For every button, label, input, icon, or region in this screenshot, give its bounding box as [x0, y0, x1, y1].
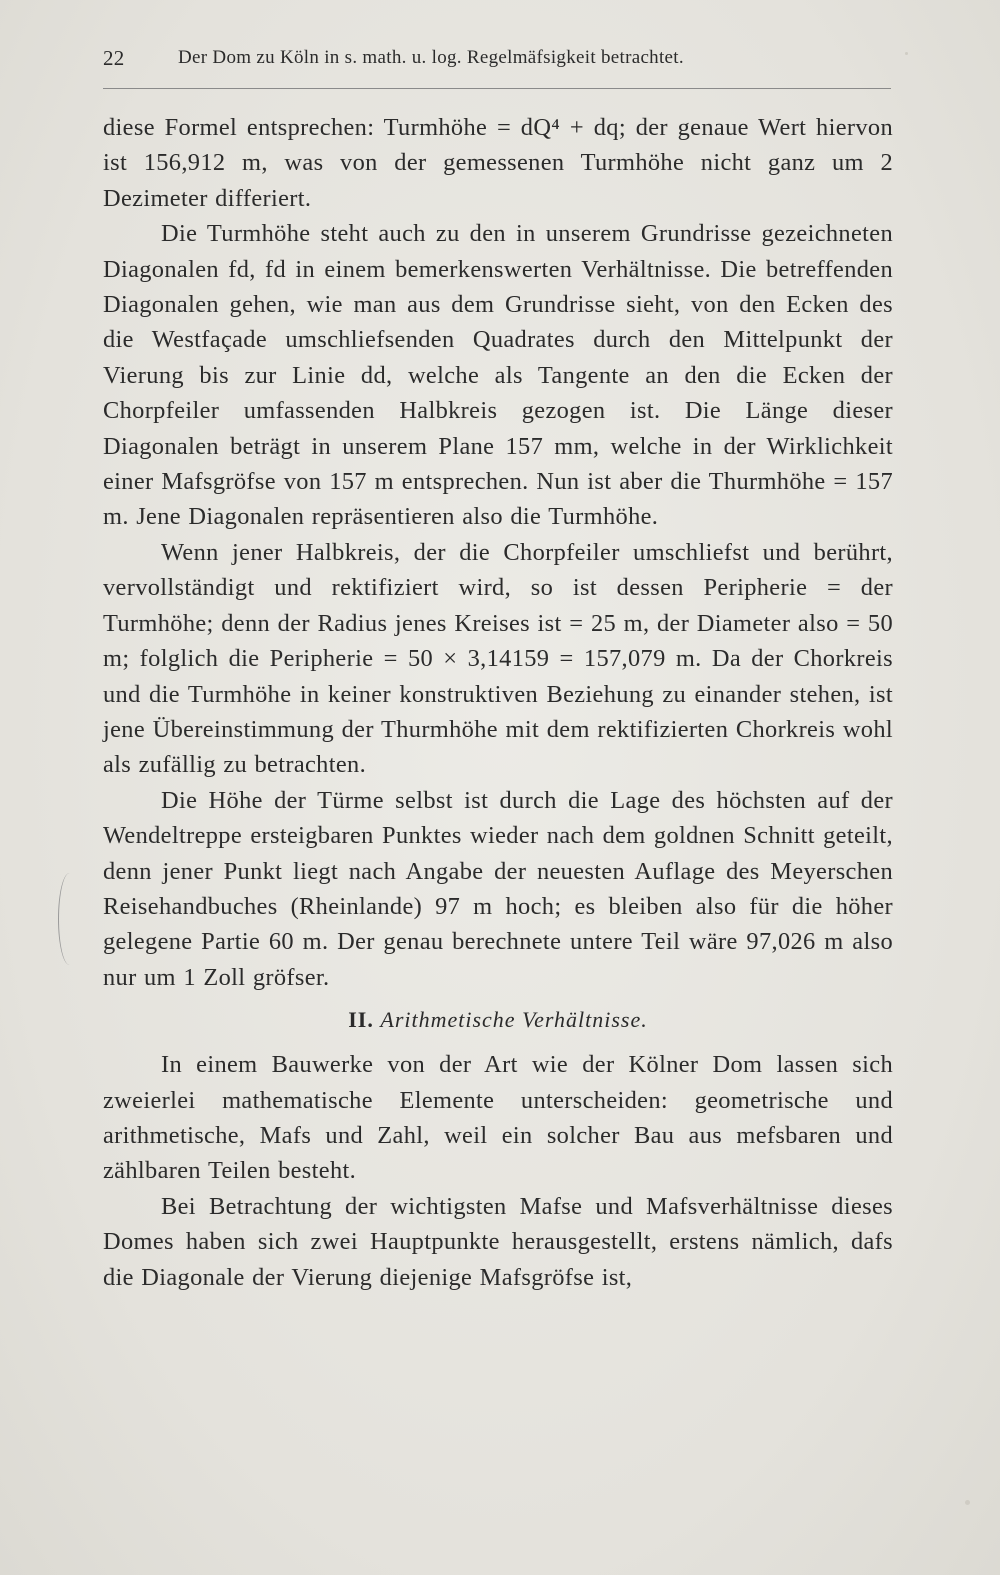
paragraph: Die Turmhöhe steht auch zu den in unserem Grundrisse gezeichneten Diagonalen fd, fd in einem bemerkenswerten Verhältnisse. Die betreffenden Diagonalen gehen, wie man aus dem Grundrisse sieht, von den Ecken des die Westfaçade umschliefsenden Quadrates durch den Mittelpunkt der Vierung bis zur Linie dd, welche als Tangente an den die Ecken der Chorpfeiler umfassenden Halbkreis gezogen ist. Die Länge dieser Diagonalen beträgt in unserem Plane 157 mm, welche in der Wirklichkeit einer Mafsgröfse von 157 m entsprechen. Nun ist aber die Thurmhöhe = 157 m. Jene Diagonalen repräsentieren also die Turmhöhe. — [103, 220, 893, 531]
section-number: II. — [348, 1007, 374, 1033]
header-rule — [103, 88, 891, 89]
section-title: Arithmetische Verhältnisse. — [380, 1007, 648, 1033]
page-header — [103, 46, 893, 78]
margin-pencil-mark — [58, 873, 81, 965]
paper-spot — [905, 52, 908, 55]
paragraph: Bei Betrachtung der wichtigsten Mafse und Mafsverhältnisse dieses Domes haben sich zwei Hauptpunkte herausgestellt, erstens nämlich, dafs die Diagonale der Vierung diejenige Mafsgröfse ist, — [103, 1192, 893, 1291]
section-heading — [103, 1005, 893, 1035]
page-number: 22 — [103, 46, 125, 70]
paragraph: In einem Bauwerke von der Art wie der Kölner Dom lassen sich zweierlei mathematische Elemente unterscheiden: geometrische und arithmetische, Mafs und Zahl, weil ein solcher Bau aus mefsbaren und zählbaren Teilen besteht. — [103, 1051, 893, 1185]
paper-spot — [965, 1500, 970, 1505]
paragraph: diese Formel entsprechen: Turmhöhe = dQ⁴ + dq; der genaue Wert hiervon ist 156,912 m, was von der gemessenen Turmhöhe nicht ganz um 2 Dezimeter differiert. — [103, 114, 893, 212]
body-text — [103, 110, 893, 1295]
paragraph: Die Höhe der Türme selbst ist durch die Lage des höchsten auf der Wendeltreppe ersteigbaren Punktes wieder nach dem goldnen Schnitt geteilt, denn jener Punkt liegt nach Angabe der neuesten Auflage des Meyerschen Reisehandbuches (Rheinlande) 97 m hoch; es bleiben also für die höher gelegene Partie 60 m. Der genau berechnete untere Teil wäre 97,026 m also nur um 1 Zoll gröfser. — [103, 786, 893, 991]
paragraph: Wenn jener Halbkreis, der die Chorpfeiler umschliefst und berührt, vervollständigt und rektifiziert wird, so ist dessen Peripherie = der Turmhöhe; denn der Radius jenes Kreises ist = 25 m, der Diameter also = 50 m; folglich die Peripherie = 50 × 3,14159 = 157,079 m. Da der Chorkreis und die Turmhöhe in keiner konstruktiven Beziehung zu einander stehen, ist jene Übereinstimmung der Thurmhöhe mit dem rektifizierten Chorkreis wohl als zufällig zu betrachten. — [103, 538, 893, 779]
running-title: Der Dom zu Köln in s. math. u. log. Regelmäfsigkeit betrachtet. — [178, 47, 684, 68]
